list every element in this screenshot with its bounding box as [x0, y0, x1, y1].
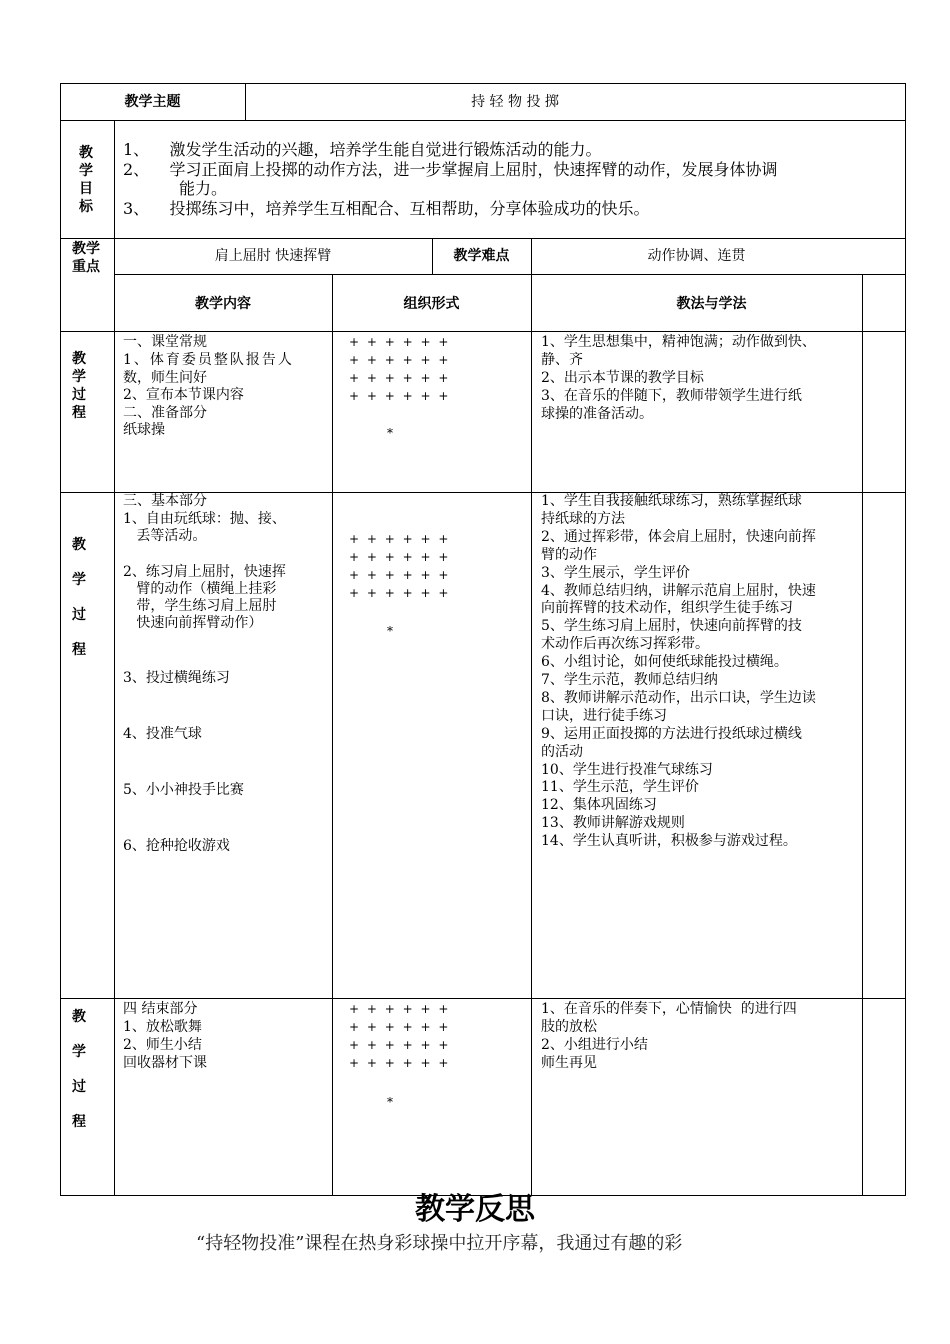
content-line: 回收器材下课 [123, 1055, 207, 1071]
method-line: 7、学生示范，教师总结归纳 [541, 672, 718, 688]
formation-row: + + + + + + [349, 586, 451, 600]
process-label [68, 1000, 90, 1140]
teacher-marker: * [387, 1095, 395, 1109]
content-line: 1、体育委员整队报告人 [123, 352, 294, 368]
formation-row: + + + + + + [349, 371, 451, 385]
topic-label: 教学主题 [124, 94, 181, 110]
teacher-marker: * [387, 624, 395, 638]
row-divider [60, 998, 906, 999]
method-line: 术动作后再次练习挥彩带。 [541, 636, 709, 653]
process-label-text: 教学过程 [72, 537, 86, 658]
method-line: 14、学生认真听讲，积极参与游戏过程。 [541, 833, 797, 850]
content-line: 2、练习肩上屈肘，快速挥 [123, 564, 286, 580]
content-line: 1、自由玩纸球：抛、接、 [123, 511, 286, 527]
method-line: 持纸球的方法 [541, 510, 625, 527]
topic-value: 持 轻 物 投 掷 [471, 94, 559, 110]
method-line: 12、集体巩固练习 [541, 797, 657, 814]
method-line: 肢的放松 [541, 1019, 597, 1035]
formation-row: + + + + + + [349, 1020, 451, 1034]
content-line: 数，师生问好 [123, 370, 207, 386]
content-line: 四 结束部分 [123, 1001, 198, 1017]
content-line: 臂的动作（横绳上挂彩 [123, 581, 277, 597]
formation-row: + + + + + + [349, 1056, 451, 1070]
difficulty-label: 教学难点 [453, 248, 510, 264]
method-line: 口诀，进行徒手练习 [541, 707, 667, 724]
method-line: 1、学生思想集中，精神饱满；动作做到快、 [541, 334, 816, 350]
difficulty-value: 动作协调、连贯 [647, 248, 746, 264]
method-line: 师生再见 [541, 1055, 597, 1071]
method-line: 3、学生展示，学生评价 [541, 564, 690, 581]
formation-row: + + + + + + [349, 389, 451, 403]
method-line: 1、在音乐的伴奏下，心情愉快 的进行四 [541, 1001, 797, 1017]
content-line: 快速向前挥臂动作） [123, 615, 263, 631]
method-line: 向前挥臂的技术动作，组织学生徒手练习 [541, 600, 793, 617]
goal-item: 能力。 [123, 179, 227, 198]
col-header-form: 组织形式 [403, 296, 460, 312]
reflection-text: “持轻物投准”课程在热身彩球操中拉开序幕，我通过有趣的彩 [196, 1233, 683, 1254]
col-divider [531, 238, 532, 1196]
content-line: 1、放松歌舞 [123, 1019, 202, 1035]
reflection-title: 教学反思 [415, 1192, 535, 1227]
method-line: 5、学生练习肩上屈肘，快速向前挥臂的技 [541, 618, 802, 635]
method-line: 13、教师讲解游戏规则 [541, 815, 685, 832]
method-line: 2、小组进行小结 [541, 1037, 648, 1053]
col-divider [862, 274, 863, 1196]
formation-row: + + + + + + [349, 335, 451, 349]
formation-row: + + + + + + [349, 568, 451, 582]
content-line: 4、投准气球 [123, 726, 202, 742]
formation-row: + + + + + + [349, 532, 451, 546]
teacher-marker: * [387, 426, 395, 440]
goals-label: 教学目标 [79, 145, 93, 215]
formation-row: + + + + + + [349, 353, 451, 367]
content-line: 2、宣布本节课内容 [123, 387, 244, 403]
method-line: 静、齐 [541, 352, 583, 368]
method-line: 臂的动作 [541, 546, 597, 563]
content-line: 3、投过横绳练习 [123, 670, 230, 686]
method-line: 8、教师讲解示范动作，出示口诀，学生边读 [541, 689, 816, 706]
formation-row: + + + + + + [349, 550, 451, 564]
method-line: 6、小组讨论，如何使纸球能投过横绳。 [541, 654, 788, 671]
method-line: 10、学生进行投准气球练习 [541, 761, 713, 778]
goal-item: 1、 激发学生活动的兴趣，培养学生能自觉进行锻炼活动的能力。 [123, 140, 602, 159]
col-divider [332, 274, 333, 1196]
content-line: 二、准备部分 [123, 405, 207, 421]
row-divider [60, 238, 906, 239]
col-divider [114, 120, 115, 1196]
method-line: 的活动 [541, 743, 583, 760]
method-line: 3、在音乐的伴随下，教师带领学生进行纸 [541, 388, 802, 404]
goal-item: 3、 投掷练习中，培养学生互相配合、互相帮助，分享体验成功的快乐。 [123, 199, 650, 218]
content-line: 纸球操 [123, 422, 165, 438]
row-divider [114, 274, 906, 275]
process-label-text: 教学过程 [72, 1009, 86, 1130]
key-value: 肩上屈肘 快速挥臂 [214, 248, 332, 264]
col-header-content: 教学内容 [195, 296, 251, 312]
process-label: 教学过程 [72, 351, 86, 421]
method-line: 11、学生示范，学生评价 [541, 779, 699, 796]
formation-row: + + + + + + [349, 1038, 451, 1052]
row-divider [60, 331, 906, 332]
content-line: 5、小小神投手比赛 [123, 782, 244, 798]
method-line: 2、通过挥彩带，体会肩上屈肘，快速向前挥 [541, 528, 816, 545]
row-divider [60, 120, 906, 121]
formation-row: + + + + + + [349, 1002, 451, 1016]
method-line: 球操的准备活动。 [541, 406, 653, 422]
method-line: 9、运用正面投掷的方法进行投纸球过横线 [541, 725, 802, 742]
content-line: 三、基本部分 [123, 493, 207, 509]
content-line: 6、抢种抢收游戏 [123, 838, 230, 854]
method-line: 1、学生自我接触纸球练习，熟练掌握纸球 [541, 493, 802, 509]
key-label: 教学重点 [72, 241, 100, 275]
goal-item: 2、 学习正面肩上投掷的动作方法，进一步掌握肩上屈肘，快速挥臂的动作，发展身体协调 [123, 160, 778, 179]
content-line: 一、课堂常规 [123, 334, 207, 350]
col-header-method: 教法与学法 [676, 296, 747, 312]
content-line: 带，学生练习肩上屈肘 [123, 598, 277, 614]
content-line: 2、师生小结 [123, 1037, 202, 1053]
method-line: 4、教师总结归纳，讲解示范肩上屈肘，快速 [541, 582, 816, 599]
method-line: 2、出示本节课的教学目标 [541, 370, 704, 386]
process-label [68, 528, 90, 668]
content-line: 丢等活动。 [123, 528, 207, 544]
